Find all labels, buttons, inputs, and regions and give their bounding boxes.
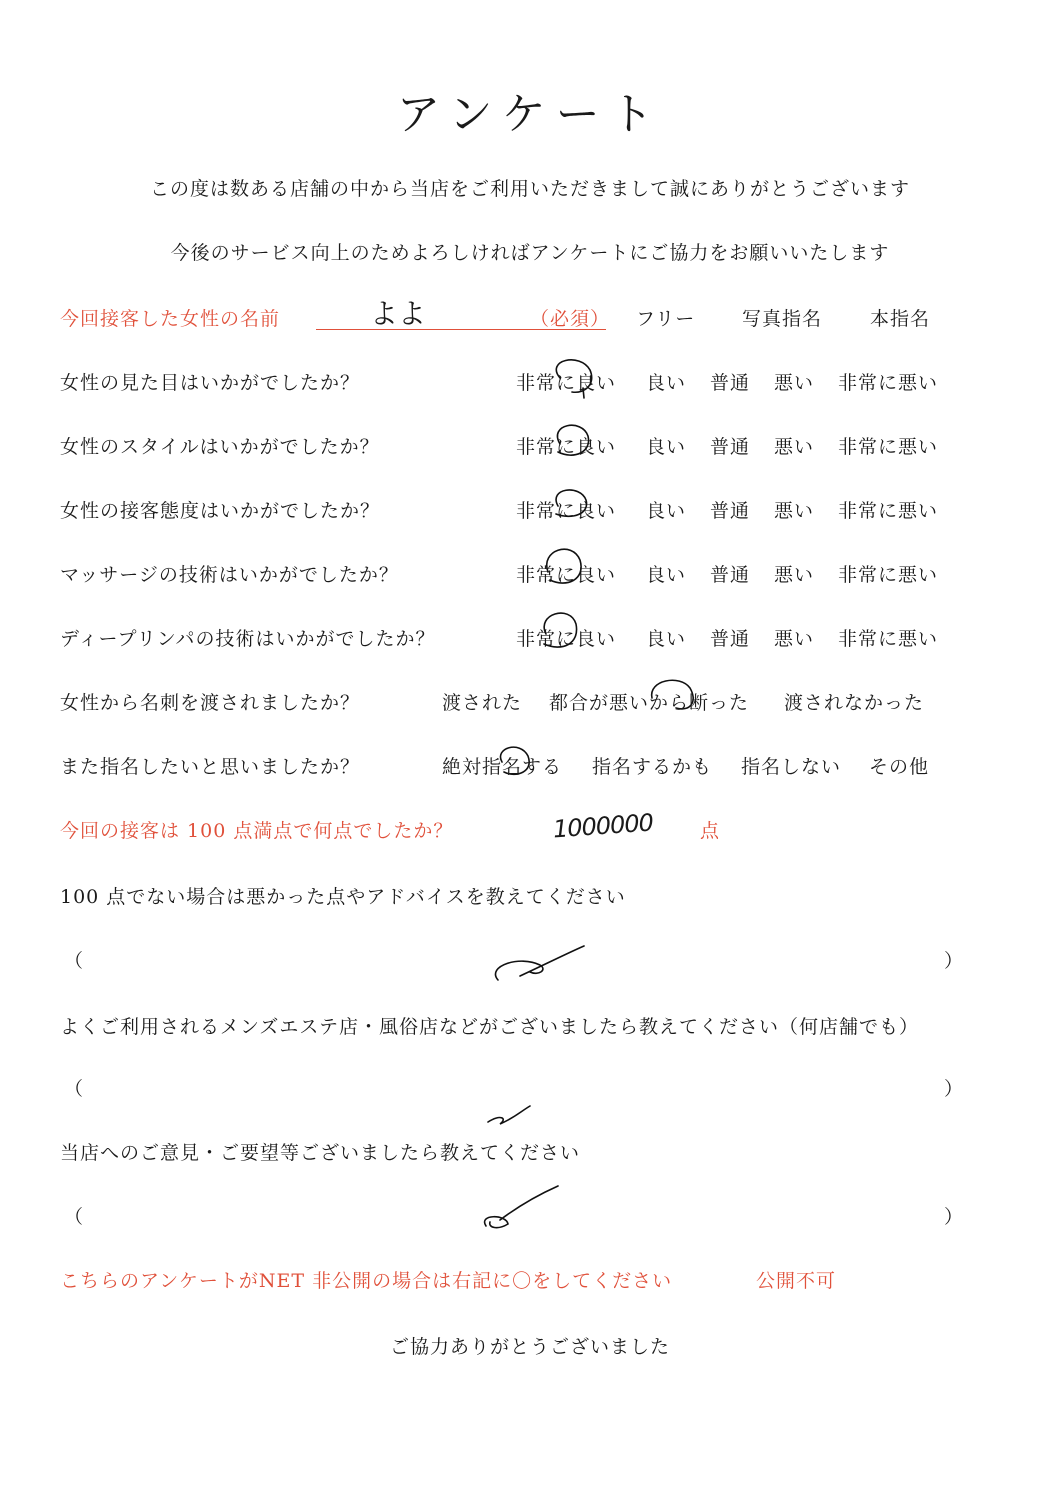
opinion-question-label: 当店へのご意見・ご要望等ございましたら教えてください [60,1142,581,1164]
card-option-declined[interactable]: 都合が悪いから断った [549,692,750,714]
rating-option-very-bad[interactable]: 非常に悪い [838,628,939,650]
rating-option-bad[interactable]: 悪い [774,372,815,394]
scribble-opinion [485,1186,558,1228]
score-question-label: 今回の接客は 100 点満点で何点でしたか？ [60,820,454,842]
scribble-advice [495,946,584,980]
rating-question-label: マッサージの技術はいかがでしたか？ [60,564,399,586]
card-option-not-received[interactable]: 渡されなかった [784,692,925,714]
rating-question-label: 女性のスタイルはいかがでしたか？ [60,436,380,458]
rebook-question-label: また指名したいと思いましたか？ [60,756,361,778]
card-question-label: 女性から名刺を渡されましたか？ [60,692,361,714]
advice-paren-close: ） [944,950,964,972]
rating-option-bad[interactable]: 悪い [774,564,815,586]
page-title: アンケート [396,89,664,140]
circle-mark-q3 [556,490,587,516]
rating-option-normal[interactable]: 普通 [710,500,751,522]
rating-option-bad[interactable]: 悪い [774,500,815,522]
circle-mark-q4 [547,549,581,583]
rating-option-normal[interactable]: 普通 [710,628,751,650]
score-handwritten-value[interactable]: 1000000 [552,808,654,844]
rating-question-label: ディープリンパの技術はいかがでしたか？ [60,628,436,650]
rating-option-normal[interactable]: 普通 [710,436,751,458]
name-required-note: （必須） [530,308,611,330]
rating-option-very-good[interactable]: 非常に良い [516,500,617,522]
rating-option-very-good[interactable]: 非常に良い [516,628,617,650]
rating-option-very-bad[interactable]: 非常に悪い [838,372,939,394]
advice-paren-open: （ [64,950,84,972]
scribble-shops [488,1106,530,1124]
rating-option-very-bad[interactable]: 非常に悪い [838,436,939,458]
rebook-option-other[interactable]: その他 [869,756,930,778]
rebook-option-no[interactable]: 指名しない [741,756,842,778]
rating-option-normal[interactable]: 普通 [710,564,751,586]
shops-paren-close: ） [944,1078,964,1100]
name-question-label: 今回接客した女性の名前 [60,308,281,330]
rating-option-good[interactable]: 良い [646,436,687,458]
rating-option-very-good[interactable]: 非常に良い [516,564,617,586]
name-handwritten-value[interactable]: よよ [370,297,427,330]
score-unit: 点 [700,820,721,842]
closing-text: ご協力ありがとうございました [389,1336,670,1358]
circle-mark-q2 [557,425,588,455]
rating-option-very-good[interactable]: 非常に良い [516,372,617,394]
rating-option-good[interactable]: 良い [646,372,687,394]
advice-question-label: 100 点でない場合は悪かった点やアドバイスを教えてください [60,886,626,908]
rebook-option-maybe[interactable]: 指名するかも [592,756,713,778]
circle-mark-q5 [544,613,577,647]
opinion-paren-open: （ [64,1206,84,1228]
privacy-label: こちらのアンケートがNET 非公開の場合は右記に〇をしてください [60,1270,673,1292]
rating-option-normal[interactable]: 普通 [710,372,751,394]
card-option-received[interactable]: 渡された [442,692,523,714]
shops-paren-open: （ [64,1078,84,1100]
rebook-option-definitely[interactable]: 絶対指名する [442,756,563,778]
name-option-main[interactable]: 本指名 [870,308,931,330]
intro-line-2: 今後のサービス向上のためよろしければアンケートにご協力をお願いいたします [170,242,890,264]
rating-option-good[interactable]: 良い [646,500,687,522]
name-option-free[interactable]: フリー [636,308,696,330]
rating-question-label: 女性の接客態度はいかがでしたか？ [60,500,381,522]
name-option-photo[interactable]: 写真指名 [742,308,823,330]
rating-option-good[interactable]: 良い [646,564,687,586]
circle-mark-q1 [556,360,591,398]
rating-option-very-bad[interactable]: 非常に悪い [838,500,939,522]
rating-option-very-bad[interactable]: 非常に悪い [838,564,939,586]
rating-option-good[interactable]: 良い [646,628,687,650]
privacy-option-private[interactable]: 公開不可 [756,1270,837,1292]
rating-question-label: 女性の見た目はいかがでしたか？ [60,372,361,394]
intro-line-1: この度は数ある店舗の中から当店をご利用いただきまして誠にありがとうございます [149,178,910,200]
rating-option-bad[interactable]: 悪い [774,436,815,458]
rating-option-bad[interactable]: 悪い [774,628,815,650]
rating-option-very-good[interactable]: 非常に良い [516,436,617,458]
shops-question-label: よくご利用されるメンズエステ店・風俗店などがございましたら教えてください（何店舗でも） [60,1016,920,1038]
opinion-paren-close: ） [944,1206,964,1228]
